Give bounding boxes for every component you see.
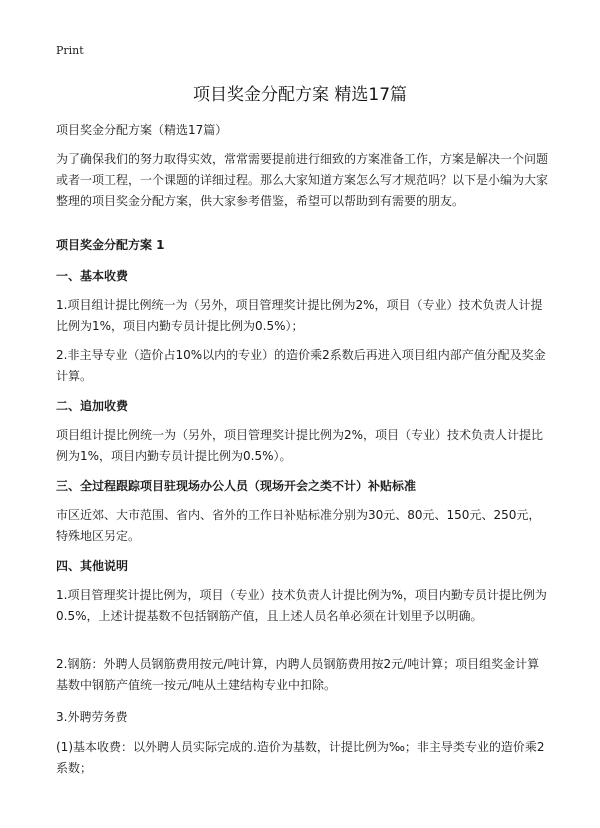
heading-basic-fee: 一、基本收费 <box>56 269 129 283</box>
page-title: 项目奖金分配方案 精选17篇 <box>192 85 408 105</box>
paragraph-other-notes-2: 2.钢筋：外聘人员钢筋费用按元/吨计算，内聘人员钢筋费用按2元/吨计算；项目组奖金计算基数中钢筋产值统一按元/吨从土建结构专业中扣除。 <box>56 657 540 692</box>
paragraph-other-notes-1: 1.项目管理奖计提比例为，项目（专业）技术负责人计提比例为%，项目内勤专员计提比例为0.5%，上述计提基数不包括钢筋产值，且上述人员名单必须在计划里予以明确。 <box>56 588 547 623</box>
paragraph-basic-fee-2: 2.非主导专业（造价占10%以内的专业）的造价乘2系数后再进入项目组内部产值分配及奖金计算。 <box>56 348 546 383</box>
intro-paragraph: 为了确保我们的努力取得实效，常常需要提前进行细致的方案准备工作，方案是解决一个问题或者一项工程，一个课题的详细过程。那么大家知道方案怎么写才规范吗？以下是小编为大家整理的项目奖金分配方案，供大家参考借鉴，希望可以帮助到有需要的朋友。 <box>56 152 549 208</box>
print-label: Print <box>56 44 84 57</box>
paragraph-additional-fee: 项目组计提比例统一为（另外，项目管理奖计提比例为2%，项目（专业）技术负责人计提比例为1%，项目内勤专员计提比例为0.5%）。 <box>56 428 544 463</box>
heading-other-notes: 四、其他说明 <box>56 559 129 573</box>
section-heading: 项目奖金分配方案 1 <box>56 238 165 252</box>
paragraph-subsidy-standard: 市区近郊、大市范围、省内、省外的工作日补贴标准分别为30元、80元、150元、250元，特殊地区另定。 <box>56 508 541 543</box>
paragraph-labor-fee-label: 3.外聘劳务费 <box>56 710 128 724</box>
document-subtitle: 项目奖金分配方案（精选17篇） <box>56 123 228 137</box>
paragraph-labor-fee-basic: (1)基本收费：以外聘人员实际完成的.造价为基数，计提比例为‰；非主导类专业的造价乘2系数； <box>56 740 545 775</box>
paragraph-basic-fee-1: 1.项目组计提比例统一为（另外，项目管理奖计提比例为2%，项目（专业）技术负责人计提比例为1%，项目内勤专员计提比例为0.5%）； <box>56 298 543 333</box>
heading-additional-fee: 二、追加收费 <box>56 399 129 413</box>
heading-subsidy-standard: 三、全过程跟踪项目驻现场办公人员（现场开会之类不计）补贴标准 <box>56 479 417 493</box>
